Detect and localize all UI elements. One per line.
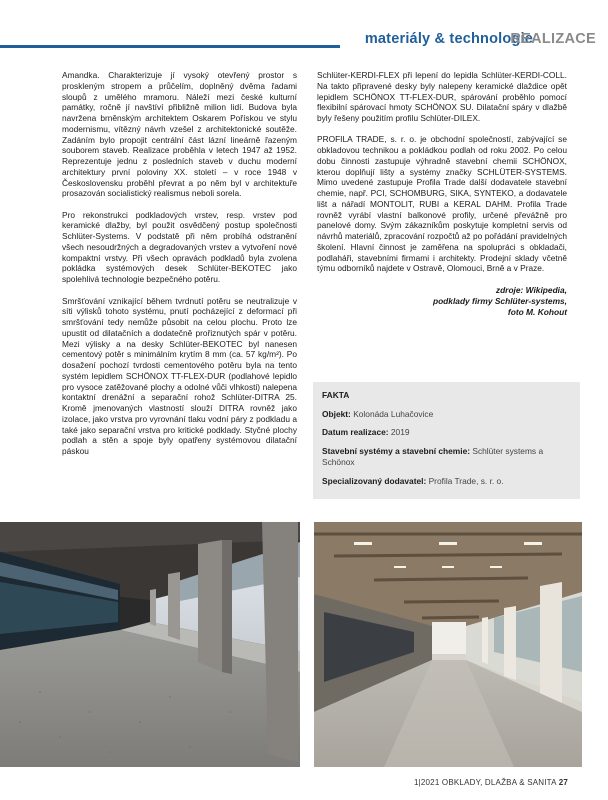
fakta-object-label: Objekt: [322,408,351,419]
footer-magazine: OBKLADY, DLAŽBA & SANITA [441,778,557,787]
left-column [62,70,297,468]
right-paragraph-1: Schlüter-KERDI-FLEX při lepení do lepidla Schlüter-KERDI-COLL. Na takto připravené desky byly nalepeny keramické dlaždice opět lepidlem SCHÖNOX TT-FLEX-DUR, spárování proběhlo pomocí flexibilní spárovací hmoty SCHÖNOX SU. Dilatační spáry v dlažbě byly řešeny použitím profilu Schlüter-DILEX. [317,70,567,123]
fakta-systems-label: Stavební systémy a stavební chemie: [322,445,471,456]
fakta-box [313,382,580,499]
header-section: REALIZACE [510,31,596,47]
fakta-supplier-label: Specializovaný dodavatel: [322,475,427,486]
fakta-systems-value: Schlüter systems a Schönox [322,445,544,467]
left-paragraph-3: Smršťování vznikající během tvrdnutí potěru se neutralizuje v síti výlisků tohoto systému, pnutí pocházející z deformací při smršťování tedy nemůže působit na celou plochu. Proto lze upustit od dilatačních a dodatečně prořiznutých spár v potěru. Mezi výlisky a na desky Schlüter-BEKOTEC byl nanesen cementový potěr s minimálním krytím 8 mm (ca. 57 kg/m²). Po dosažení pochozí tvrdosti cementového potěru byla na tento systém lepidlem SCHÖNOX TT-FLEX-DUR (podlahové lepidlo pro vysoce zatěžované plochy a odolné vůči vlhkosti) nalepena kontaktní drenážní a separační rohož Schlüter-DITRA 25. Kromě jmenovaných vlastností slouží DITRA rovněž jako izolace, jako vrstva pro vyrovnání tlaku vodní páry z podkladu a také jako separační vrstva pro kritické podklady. Styčné plochy podlah a stěn a spoje byly opatřeny systémovou dilatační páskou [62,295,297,457]
left-paragraph-2: Pro rekonstrukci podkladových vrstev, resp. vrstev pod keramické dlažby, byl použit osvědčený postup společnosti Schlüter-Systems. V podstatě při něm probíhá odstranění všech nesoudržných a degradovaných vrstev a vytvoření nové kompaktní vrstvy. Při všech opravách podkladů byla zvolena pokládka systémových desek Schlüter-BEKOTEC jako spolehlivá technologie bezpečného potěru. [62,209,297,285]
source-line-2: podklady firmy Schlüter-systems, [432,295,567,306]
fakta-systems [322,446,571,469]
header-title: materiály & technologie [364,31,533,47]
fakta-date-value: 2019 [390,427,410,437]
fakta-date [322,427,571,439]
source-credits [317,285,567,318]
source-line-1: zdroje: Wikipedia, [495,284,567,295]
left-paragraph-1: Amandka. Charakterizuje jí vysoký otevřený prostor s proskleným stropem a průčelím, doplněný dvěma řadami sloupů z umělého mramoru. Náleží mezi české kulturní památky, ročně jí navštíví přibližně milion lidí. Budova byla navržena brněnským architektem Oskarem Pořískou ve stylu modernismu, vítězný návrh vzešel z architektonické soutěže. Zadáním bylo propojit centrální část lázní lineárně řazeným souborem staveb. Realizace proběhla v letech 1947 až 1952. Reprezentuje jednu z posledních staveb v duchu moderní architektury první poloviny XX. století – v roce 1948 v Československu proběhl převrat a po něm byl v architektuře prosazován socialistický realismus neboli sorela. [62,70,297,199]
source-line-3: foto M. Kohout [507,306,567,317]
fakta-object-value: Kolonáda Luhačovice [353,408,434,419]
fakta-supplier [322,476,571,488]
colonnade-exterior-photo [0,522,300,767]
footer-issue: 1|2021 [413,778,440,787]
fakta-object [322,409,571,421]
fakta-date-label: Datum realizace: [322,427,389,437]
right-column [317,70,567,318]
header-rule [0,45,340,48]
page-number: 27 [558,778,568,787]
page-footer [414,778,568,787]
fakta-title: FAKTA [322,390,350,400]
right-paragraph-2: PROFILA TRADE, s. r. o. je obchodní společností, zabývající se obkladovou technikou a pokládkou podlah od roku 2002. Po celou dobu činnosti zastupuje výhradně stavební chemii SCHÖNOX, kterou doplňují lišty a systémy značky SCHLÜTER-SYSTEMS. Mimo uvedené zastupuje Profila Trade další dodavatele stavební chemie, např. PCI, SCHOMBURG, SIKA, SYNTEKO, a dodavatele lišt a nářadí MONTOLIT, RUBI a KERAL DAHM. Profila Trade rovněž vyrábí vlastní balkonové profily, určené převážně pro panelové domy. Svým zákazníkům poskytuje kompletní servis od návrhů materiálů, zpracování rozpočtů až po pořádání pravidelných školení. Hlavní činnost je zaměřena na spolupráci s obkladači, podlaháři, stavebními firmami i architekty. Prodejní sklady včetně týmu odborníků najdete v Ostravě, Olomouci, Brně a v Praze. [317,134,567,274]
colonnade-interior-photo [314,522,582,767]
fakta-supplier-value: Profila Trade, s. r. o. [428,475,504,486]
